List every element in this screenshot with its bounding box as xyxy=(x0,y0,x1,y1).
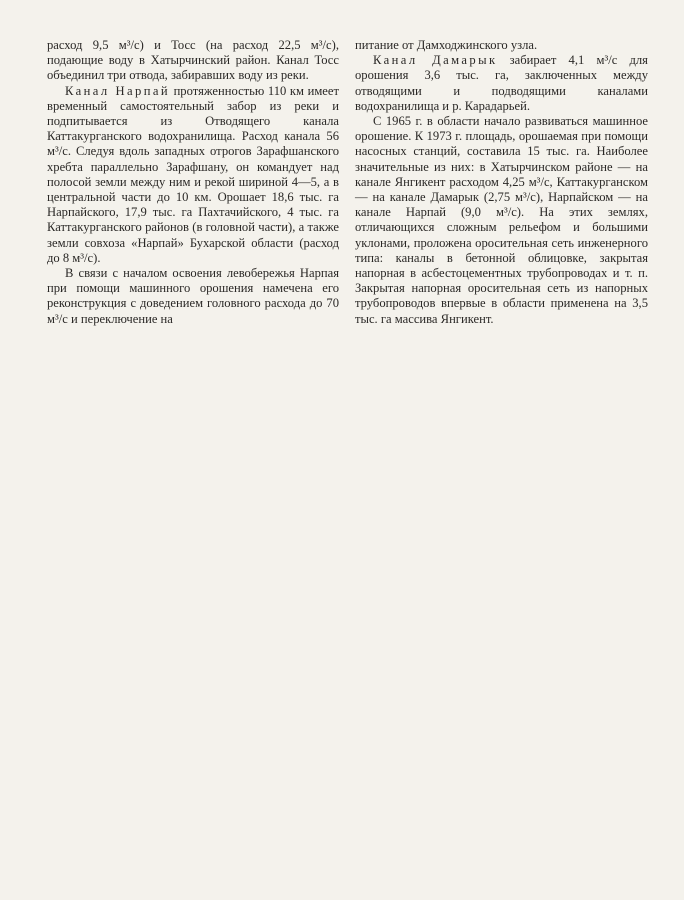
paragraph-text: забирает 4,1 м³/с для орошения 3,6 тыс. га, заключенных между отводящими и подводящими каналами водохранилища и р. Карадарьей. xyxy=(355,53,648,113)
paragraph-text: протяженностью 110 км имеет временный самостоятельный забор из реки и подпитывается из Отводящего канала Каттакурганского водохранилища. Расход канала 56 м³/с. Следуя вдоль западных отрогов Зарафшанского хребта параллельно Зарафшану, он командует над полосой земли между ним и рекой шириной 4—5, а в центральной части до 10 км. Орошает 18,6 тыс. га Нарпайского, 17,9 тыс. га Пахтачийского, 4 тыс. га Каттакурганского районов (в головной части), а также земли совхоза «Нарпай» Бухарской области (расход до 8 м³/с). xyxy=(47,83,339,265)
paragraph-lead-term: Канал Нарпай xyxy=(65,83,170,98)
paragraph-damaryk-canal xyxy=(355,53,648,114)
text-column-left xyxy=(47,38,339,327)
paragraph-text: питание от Дамходжинского узла. xyxy=(355,38,538,52)
paragraph-reconstruction xyxy=(47,266,339,327)
paragraph-machine-irrigation xyxy=(355,114,648,327)
paragraph-text: С 1965 г. в области начало развиваться машинное орошение. К 1973 г. площадь, орошаемая при помощи насосных станций, составила 15 тыс. га. Наиболее значительные из них: в Хатырчинском районе — на канале Янгикент расходом 4,25 м³/с, Каттакурганском — на канале Дамарык (2,75 м³/с), Нарпайском — на канале Нарпай (9,0 м³/с). На этих землях, отличающихся сложным рельефом и большими уклонами, проложена оросительная сеть инженерного типа: каналы в бетонной облицовке, закрытая напорная в асбестоцементных трубопроводах и т. п. Закрытая напорная оросительная сеть из напорных трубопроводов впервые в области применена на 3,5 тыс. га массива Янгикент. xyxy=(355,114,648,326)
paragraph-text: В связи с началом освоения левобережья Нарпая при помощи машинного орошения намечена его реконструкция с доведением головного расхода до 70 м³/с и переключение на xyxy=(47,266,339,326)
paragraph-toss-canal xyxy=(47,38,339,84)
text-column-right xyxy=(355,38,648,327)
paragraph-lead-term: Канал Дамарык xyxy=(373,53,498,68)
paragraph-text: расход 9,5 м³/с) и Тосс (на расход 22,5 м³/с), подающие воду в Хатырчинский район. Канал Тосс объединил три отвода, забиравших воду из реки. xyxy=(47,38,339,83)
paragraph-continuation xyxy=(355,38,648,53)
paragraph-narpay-canal xyxy=(47,84,339,266)
